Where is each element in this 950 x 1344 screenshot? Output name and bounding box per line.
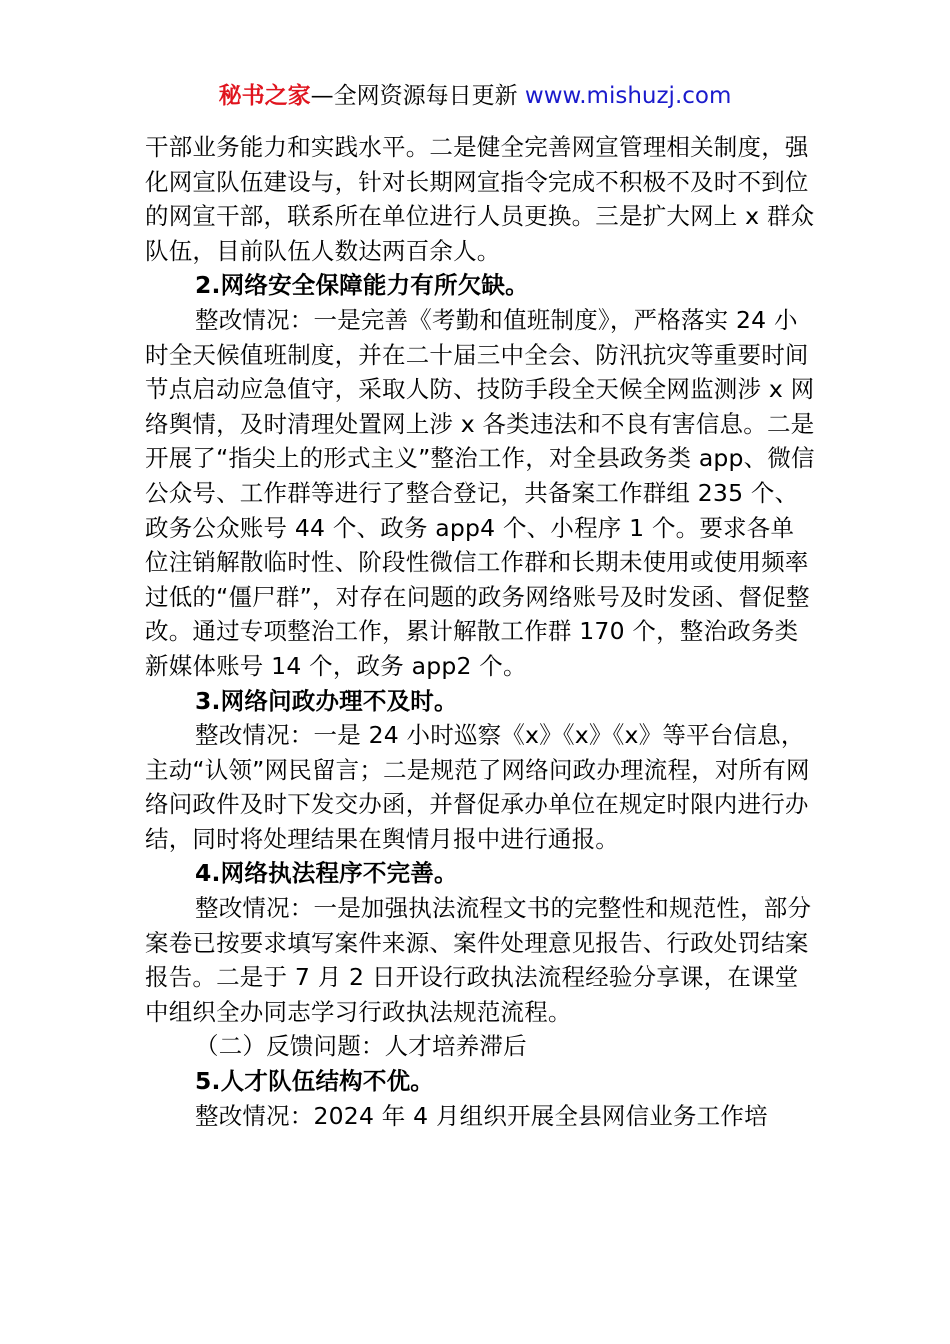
section-heading: 5.人才队伍结构不优。 [195, 1067, 434, 1096]
body-paragraph: 整改情况：一是 24 小时巡察《x》《x》《x》等平台信息，主动“认领”网民留言；二是规范了网络问政办理流程，对所有网络问政件及时下发交办函，并督促承办单位在规定时限内进行办结，同时将处理结果在舆情月报中进行通报。 [145, 721, 810, 853]
subsection-title: （二）反馈问题：人才培养滞后 [195, 1032, 527, 1061]
brand-name: 秘书之家 [218, 83, 311, 109]
section-heading: 3.网络问政办理不及时。 [195, 686, 458, 715]
page-header [0, 80, 950, 112]
site-url[interactable]: www.mishuzj.com [524, 83, 732, 109]
header-tagline: —全网资源每日更新 [310, 83, 525, 109]
body-paragraph: 整改情况：2024 年 4 月组织开展全县网信业务工作培 [195, 1101, 768, 1130]
body-paragraph: 干部业务能力和实践水平。二是健全完善网宣管理相关制度，强化网宣队伍建设与，针对长期网宣指令完成不积极不及时不到位的网宣干部，联系所在单位进行人员更换。三是扩大网上 x 群众队伍，目前队伍人数达两百余人。 [145, 133, 815, 265]
document-body [145, 130, 815, 1133]
body-paragraph: 整改情况：一是完善《考勤和值班制度》，严格落实 24 小时全天候值班制度，并在二十届三中全会、防汛抗灾等重要时间节点启动应急值守，采取人防、技防手段全天候全网监测涉 x 网络舆情，及时清理处置网上涉 x 各类违法和不良有害信息。二是开展了“指尖上的形式主义”整治工作，对全县政务类 app、微信公众号、工作群等进行了整合登记，共备案工作群组 235 个、政务公众账号 44 个、政务 app4 个、小程序 1 个。要求各单位注销解散临时性、阶段性微信工作群和长期未使用或使用频率过低的“僵尸群”，对存在问题的政务网络账号及时发函、督促整改。通过专项整治工作，累计解散工作群 170 个，整治政务类新媒体账号 14 个，政务 app2 个。 [145, 305, 815, 680]
body-paragraph: 整改情况：一是加强执法流程文书的完整性和规范性，部分案卷已按要求填写案件来源、案件处理意见报告、行政处罚结案报告。二是于 7 月 2 日开设行政执法流程经验分享课，在课堂中组织全办同志学习行政执法规范流程。 [145, 894, 812, 1026]
section-heading: 4.网络执法程序不完善。 [195, 859, 458, 888]
section-heading: 2.网络安全保障能力有所欠缺。 [195, 271, 529, 300]
